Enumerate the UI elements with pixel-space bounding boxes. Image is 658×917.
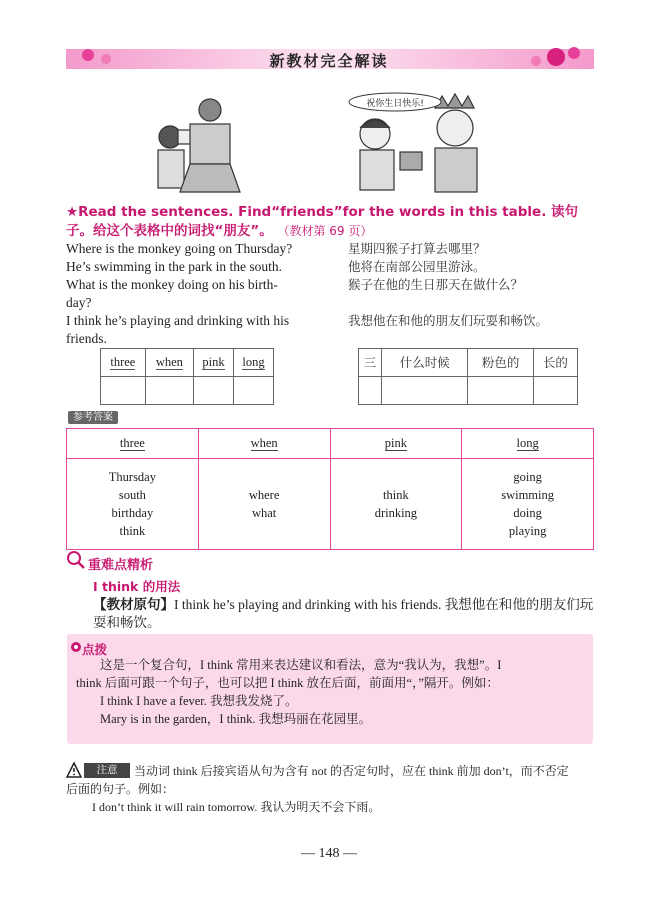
en-line: Where is the monkey going on Thursday? xyxy=(66,241,293,256)
header-title: 新教材完全解读 xyxy=(269,52,389,70)
answer-slot[interactable] xyxy=(233,377,273,405)
tip-label: 点拨 xyxy=(82,642,108,657)
zh-line: 他将在南部公园里游泳。 xyxy=(348,259,486,274)
tip-line: I think I have a fever. 我想我发烧了。 xyxy=(100,694,298,708)
note-example: I don’t think it will rain tomorrow. 我认为明天不会下雨。 xyxy=(92,800,381,814)
answer-label: 参考答案 xyxy=(68,411,118,424)
blank-zh-cell: 粉色的 xyxy=(468,349,533,377)
answer-col-pink xyxy=(330,459,462,550)
zh-line: 星期四猴子打算去哪里？ xyxy=(348,241,486,256)
zh-line: 我想他在和他的朋友们玩耍和畅饮。 xyxy=(348,313,549,328)
blank-table-en xyxy=(100,348,274,405)
exercise-heading-text: ★Read the sentences. Find“friends”for the words in this table. 读句子。给这个表格中的词找“朋友”。 xyxy=(66,204,579,239)
chinese-sentences xyxy=(348,240,594,330)
answer-header: pink xyxy=(384,436,407,450)
blank-en-cell: long xyxy=(242,355,265,369)
zh-line: 猴子在他的生日那天在做什么？ xyxy=(348,277,524,292)
blank-zh-cell: 什么时候 xyxy=(381,349,468,377)
magnifier-icon xyxy=(66,550,86,570)
answer-header: when xyxy=(250,436,278,450)
answer-word: where xyxy=(248,488,280,502)
woman-icon xyxy=(180,99,240,192)
orig-text: I think he’s playing and drinking with his friends. 我想他在和他的朋友们玩耍和畅饮。 xyxy=(93,597,594,630)
en-line: friends. xyxy=(66,331,107,346)
textbook-reference: （教材第 69 页） xyxy=(277,224,373,238)
answer-header: three xyxy=(119,436,145,450)
boy-with-crown-icon xyxy=(435,94,477,192)
answer-col-when xyxy=(198,459,330,550)
en-line: What is the monkey doing on his birth- xyxy=(66,277,278,292)
page-number: — 148 — xyxy=(301,846,357,861)
answer-word: birthday xyxy=(111,506,154,520)
speech-bubble-text: 祝你生日快乐! xyxy=(366,99,424,109)
answer-word: what xyxy=(251,506,277,520)
tip-dot-icon xyxy=(70,641,82,653)
en-line: He’s swimming in the park in the south. xyxy=(66,259,282,274)
sub-title: I think 的用法 xyxy=(93,579,181,594)
blank-en-cell: pink xyxy=(202,355,225,369)
answer-slot[interactable] xyxy=(468,377,533,405)
answer-slot[interactable] xyxy=(101,377,146,405)
answer-slot[interactable] xyxy=(359,377,382,405)
orig-label: 【教材原句】 xyxy=(93,597,174,613)
section-title: 重难点精析 xyxy=(88,558,154,573)
en-line: I think he’s playing and drinking with his xyxy=(66,313,290,328)
answer-word: south xyxy=(118,488,146,502)
english-sentences xyxy=(66,240,321,348)
original-sentence xyxy=(93,596,598,632)
blank-zh-cell: 长的 xyxy=(533,349,577,377)
note-line-1: 当动词 think 后接宾语从句为含有 not 的否定句时，应在 think 前加 don’t，而不否定 xyxy=(134,764,569,778)
warning-icon xyxy=(66,762,82,778)
answer-word: doing xyxy=(513,506,542,520)
answer-slot[interactable] xyxy=(145,377,193,405)
answer-col-three xyxy=(67,459,199,550)
answer-slot[interactable] xyxy=(194,377,234,405)
tip-line: think 后面可跟一个句子，也可以把 I think 放在后面，前面用“，”隔开。例如： xyxy=(76,676,499,690)
answer-table xyxy=(66,428,594,550)
note-line-2: 后面的句子。例如： xyxy=(66,782,175,796)
answer-word: think xyxy=(119,524,146,538)
en-line: day? xyxy=(66,295,92,310)
answer-col-long xyxy=(462,459,594,550)
answer-word: think xyxy=(383,488,409,502)
answer-header: long xyxy=(516,436,539,450)
blank-en-cell: three xyxy=(110,355,136,369)
tip-text xyxy=(76,656,582,728)
blank-table-zh xyxy=(358,348,578,405)
speech-bubble xyxy=(349,93,441,111)
tip-line: 这是一个复合句，I think 常用来表达建议和看法，意为“我认为，我想”。I xyxy=(100,658,502,672)
girl-giving-gift-icon xyxy=(360,119,422,190)
answer-word: playing xyxy=(508,524,547,538)
story-illustration xyxy=(150,92,510,197)
blank-zh-cell: 三 xyxy=(359,349,382,377)
answer-word: going xyxy=(513,470,542,484)
answer-word: Thursday xyxy=(108,470,156,484)
note-label: 注意 xyxy=(84,763,130,778)
exercise-heading xyxy=(66,203,594,241)
blank-en-cell: when xyxy=(155,355,183,369)
answer-word: drinking xyxy=(374,506,418,520)
tip-line: Mary is in the garden，I think. 我想玛丽在花园里。 xyxy=(100,712,372,726)
answer-word: swimming xyxy=(501,488,555,502)
answer-slot[interactable] xyxy=(533,377,577,405)
answer-slot[interactable] xyxy=(381,377,468,405)
